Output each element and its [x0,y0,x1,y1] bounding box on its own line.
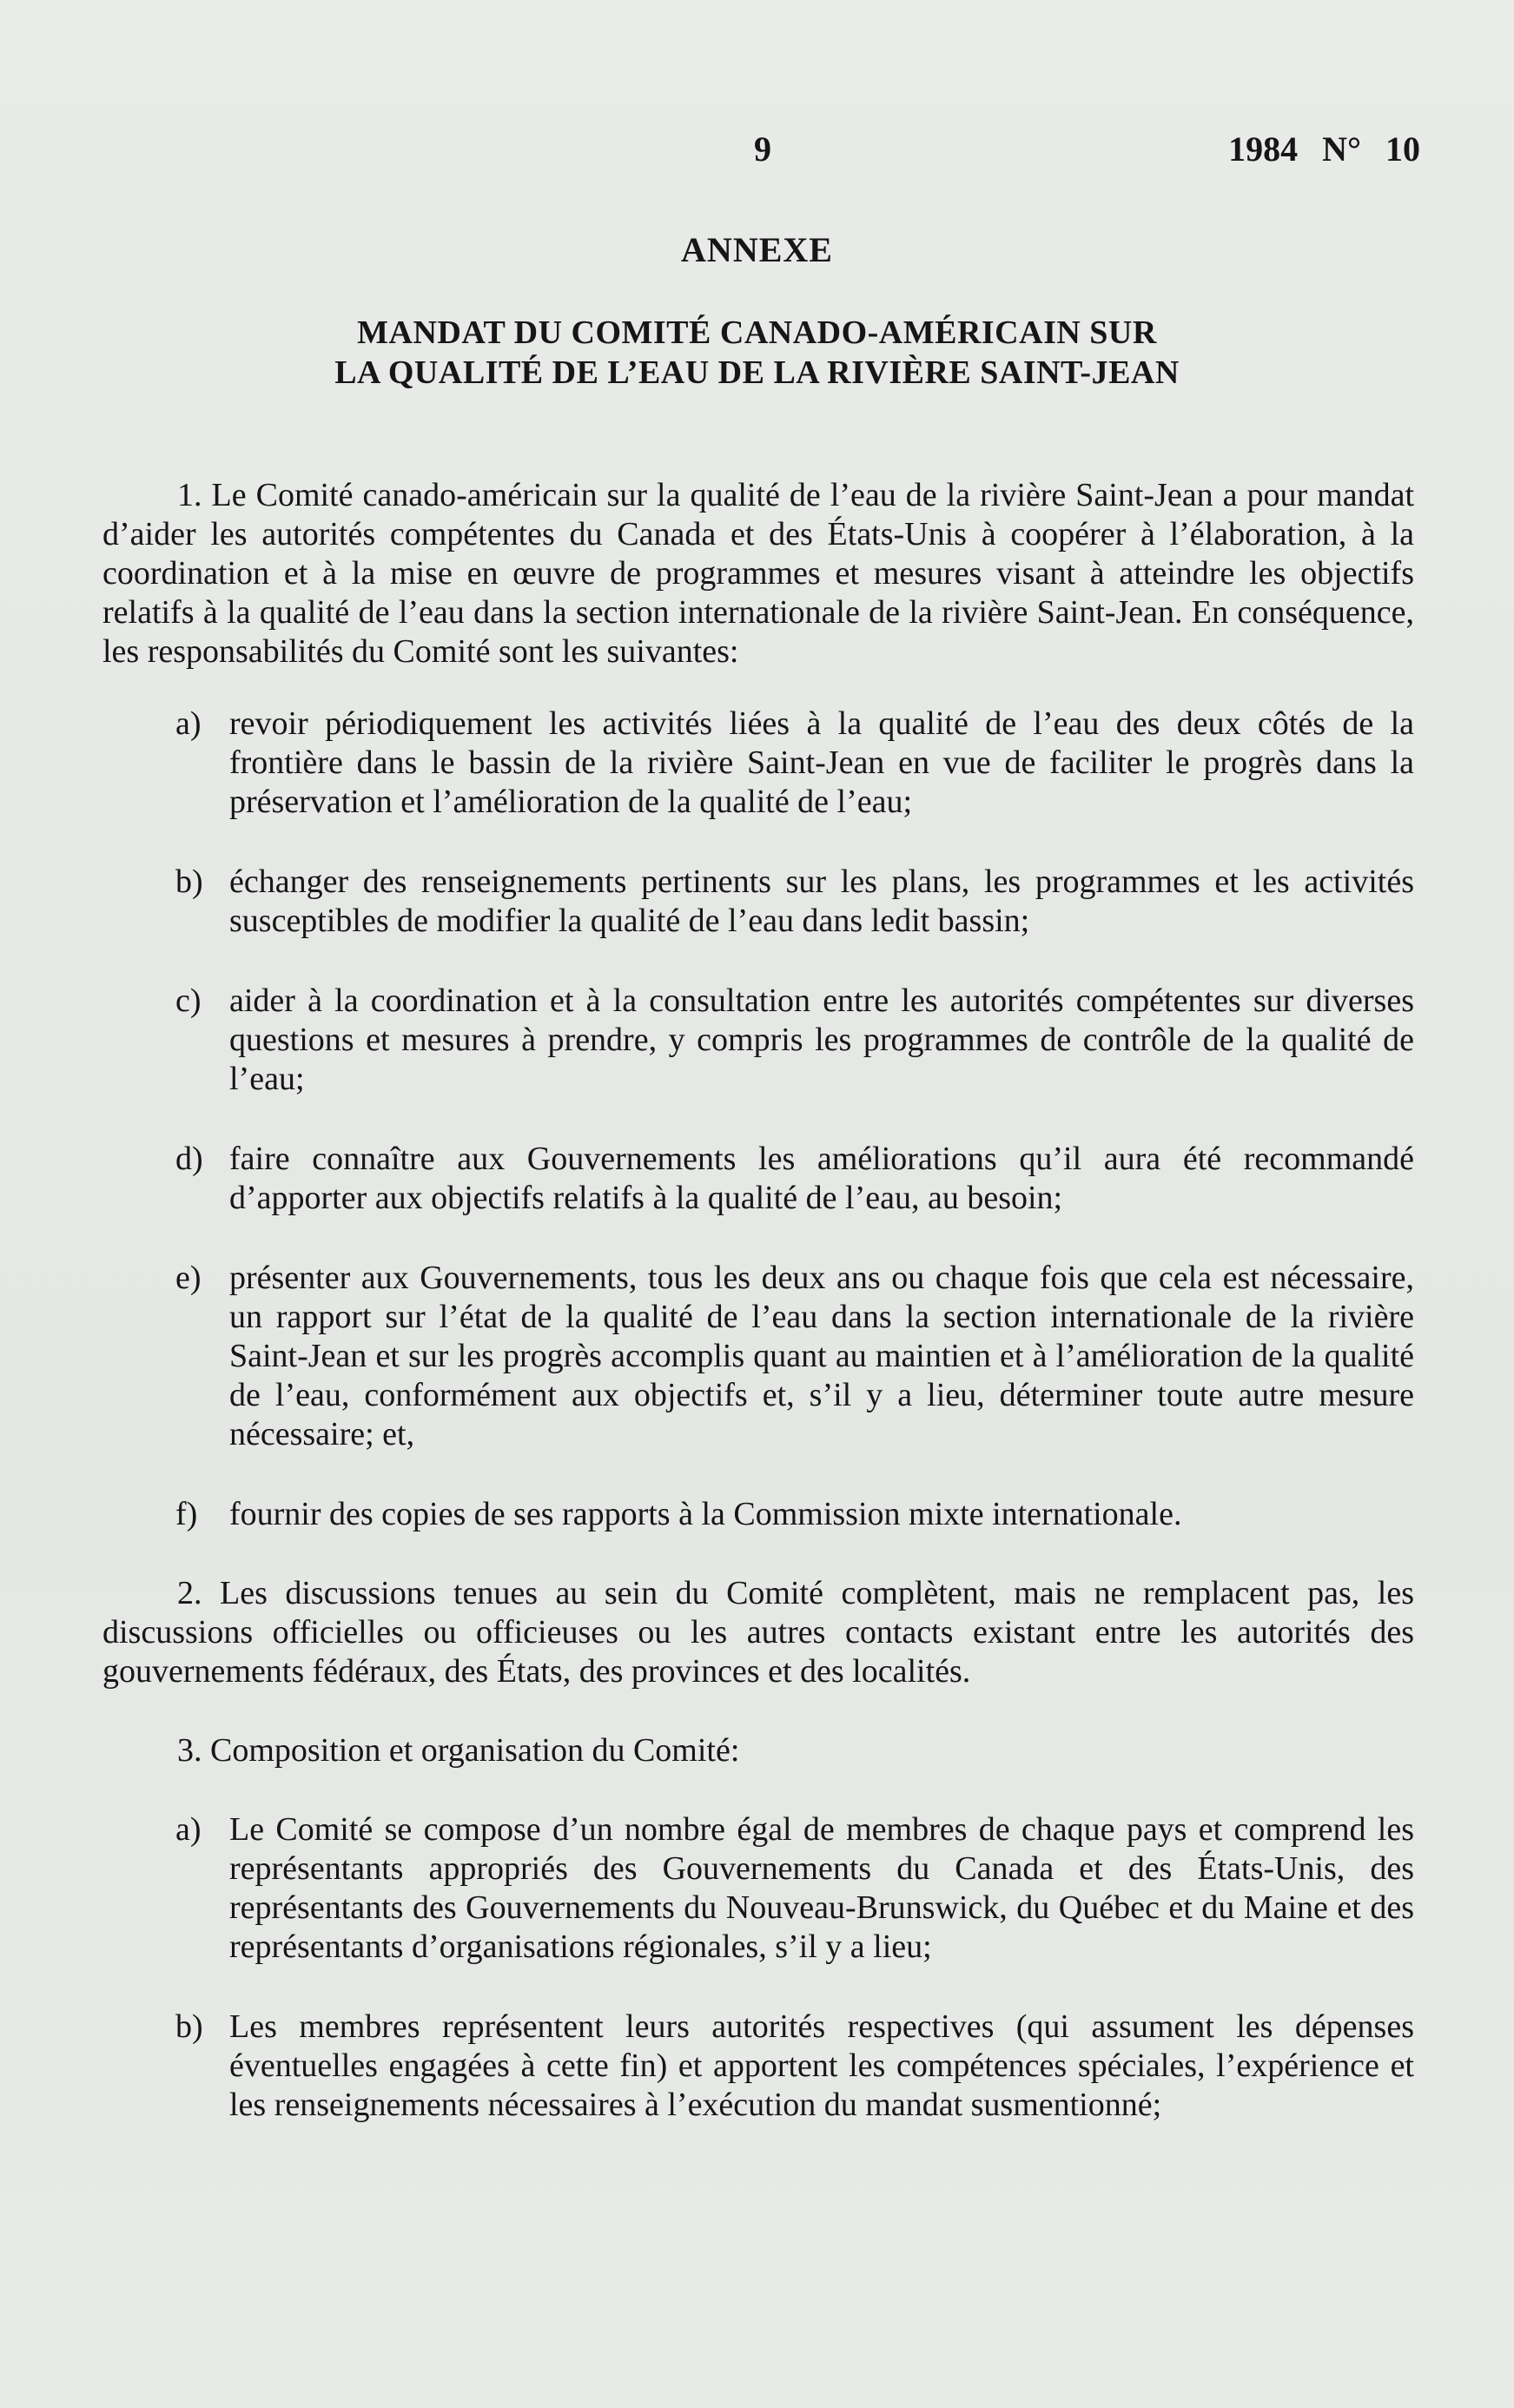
section-2-paragraph [102,1574,1414,1691]
annex-title: ANNEXE [681,230,833,269]
item-letter: b) [175,863,203,900]
item-letter: f) [175,1496,198,1532]
issue-year: 1984 [1228,129,1299,169]
item-letter: d) [175,1141,203,1177]
section-3-item-b [102,2008,1414,2125]
item-letter: a) [175,705,202,742]
page-number: 9 [754,129,771,169]
section-1-item-e [102,1259,1414,1454]
item-text: échanger des renseignements pertinents sur les plans, les programmes et les activités susceptibles de modifier la qualité de l’eau dans ledit bassin; [229,863,1414,939]
issue-number: N° 10 [1322,129,1420,169]
section-2-number: 2. [177,1575,202,1611]
section-1-text: Le Comité canado-américain sur la qualité de l’eau de la rivière Saint-Jean a pour mandat d’aider les autorités compétentes du Canada et des États-Unis à coopérer à l’élaboration, à la coordination et à la mise en œuvre de programmes et mesures visant à atteindre les objectifs relatifs à la qualité de l’eau dans la section internationale de la rivière Saint-Jean. En conséquence, les responsabilités du Comité sont les suivantes: [102,477,1415,670]
section-3-text: Composition et organisation du Comité: [210,1732,740,1769]
item-letter: a) [175,1811,202,1848]
item-letter: c) [175,982,202,1019]
document-body [102,476,1414,2125]
item-text: présenter aux Gouvernements, tous les deux ans ou chaque fois que cela est nécessaire, un rapport sur l’état de la qualité de l’eau dans la section internationale de la rivière Saint-Jean et sur les progrès accomplis quant au maintien et à l’amélioration de la qualité de l’eau, conformément aux objectifs et, s’il y a lieu, déterminer toute autre mesure nécessaire; et, [229,1260,1414,1452]
item-letter: b) [175,2008,203,2045]
item-text: revoir périodiquement les activités liées à la qualité de l’eau des deux côtés de la frontière dans le bassin de la rivière Saint-Jean en vue de faciliter le progrès dans la préservation et l’amélioration de la qualité de l’eau; [229,705,1414,820]
section-1-item-a [102,705,1414,822]
issue-reference [1228,129,1420,169]
section-1-paragraph [102,476,1414,671]
section-1-item-d [102,1140,1414,1218]
item-text: fournir des copies de ses rapports à la Commission mixte internationale. [229,1496,1182,1532]
section-3-number: 3. [177,1732,202,1769]
section-1-number: 1. [177,477,202,513]
mandate-title-line-2: LA QUALITÉ DE L’EAU DE LA RIVIÈRE SAINT-JEAN [334,354,1180,391]
item-letter: e) [175,1260,202,1296]
item-text: Les membres représentent leurs autorités respectives (qui assument les dépenses éventuelles engagées à cette fin) et apportent les compétences spéciales, l’expérience et les renseignements nécessaires à l’exécution du mandat susmentionné; [229,2008,1414,2123]
mandate-title-line-1: MANDAT DU COMITÉ CANADO-AMÉRICAIN SUR [357,314,1157,351]
section-3-item-a [102,1810,1414,1967]
mandate-title [0,313,1514,393]
item-text: Le Comité se compose d’un nombre égal de membres de chaque pays et comprend les représentants appropriés des Gouvernements du Canada et des États-Unis, des représentants des Gouvernements du Nouveau-Brunswick, du Québec et du Maine et des représentants d’organisations régionales, s’il y a lieu; [229,1811,1414,1965]
section-3-heading [102,1731,1414,1770]
section-1-item-f [102,1495,1414,1534]
section-1-item-c [102,982,1414,1099]
section-2-text: Les discussions tenues au sein du Comité complètent, mais ne remplacent pas, les discussions officielles ou officieuses ou les autres contacts existant entre les autorités des gouvernements fédéraux, des États, des provinces et des localités. [102,1575,1415,1690]
section-1-item-b [102,863,1414,941]
item-text: faire connaître aux Gouvernements les améliorations qu’il aura été recommandé d’apporter aux objectifs relatifs à la qualité de l’eau, au besoin; [229,1141,1414,1216]
item-text: aider à la coordination et à la consultation entre les autorités compétentes sur diverses questions et mesures à prendre, y compris les programmes de contrôle de la qualité de l’eau; [229,982,1414,1097]
